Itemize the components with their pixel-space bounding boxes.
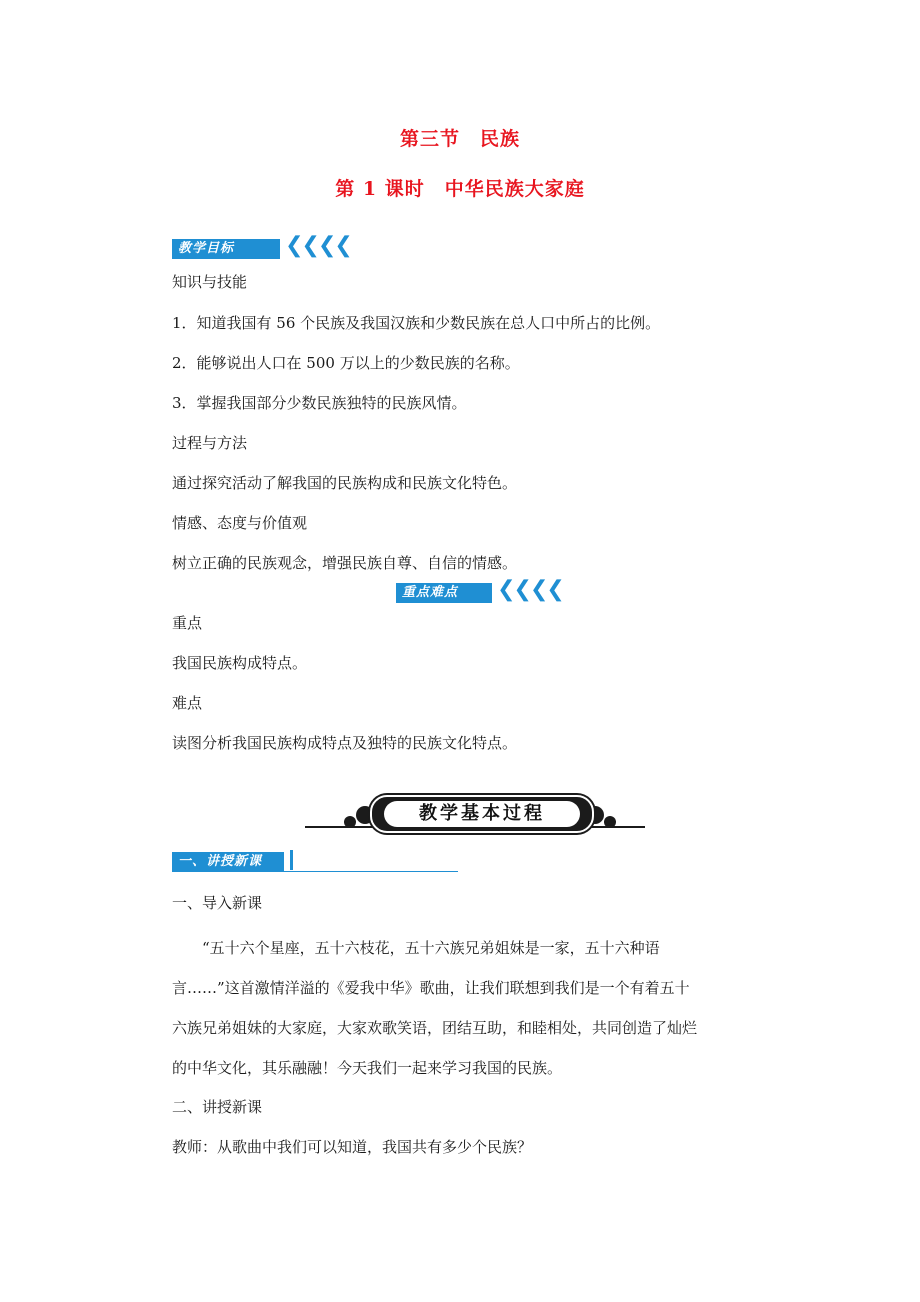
objective-heading-process: 过程与方法 (172, 434, 248, 452)
objective-item: 1．知道我国有 56 个民族及我国汉族和少数民族在总人口中所占的比例。 (172, 314, 661, 332)
difficulty-text: 读图分析我国民族构成特点及独特的民族文化特点。 (172, 734, 518, 752)
section-underline (172, 871, 458, 872)
section-badge: 一、讲授新课 (172, 852, 284, 872)
process-banner-label: 教学基本过程 (384, 801, 580, 827)
objective-text: 通过探究活动了解我国的民族构成和民族文化特色。 (172, 474, 518, 492)
chevrons-icon: ❮❮❮❮ (285, 233, 351, 258)
objective-heading-knowledge: 知识与技能 (172, 273, 248, 291)
objectives-header (172, 233, 351, 259)
key-text: 我国民族构成特点。 (172, 654, 308, 672)
difficulty-heading: 难点 (172, 694, 203, 712)
objective-item: 2．能够说出人口在 500 万以上的少数民族的名称。 (172, 354, 520, 372)
step-heading: 二、讲授新课 (172, 1098, 263, 1116)
key-heading: 重点 (172, 614, 203, 632)
objective-item: 3．掌握我国部分少数民族独特的民族风情。 (172, 394, 467, 412)
banner-dot-icon (344, 816, 356, 828)
process-banner (370, 795, 594, 833)
banner-dot-icon (604, 816, 616, 828)
intro-paragraph: “五十六个星座，五十六枝花，五十六族兄弟姐妹是一家，五十六种语言……”这首激情洋溢的《爱我中华》歌曲，让我们联想到我们是一个有着五十六族兄弟姐妹的大家庭，大家欢歌笑语，团结互助，和睦相处，共同创造了灿烂的中华文化，其乐融融！今天我们一起来学习我国的民族。 (172, 939, 698, 1077)
step-heading: 一、导入新课 (172, 894, 263, 912)
keypoints-header (396, 577, 563, 603)
section-title: 第三节 民族 (399, 128, 520, 150)
keypoints-badge: 重点难点 (396, 583, 492, 603)
chevrons-icon: ❮❮❮❮ (497, 577, 563, 602)
section-bar (290, 850, 293, 870)
objective-text: 树立正确的民族观念，增强民族自尊、自信的情感。 (172, 554, 518, 572)
lesson-title: 第 1 课时 中华民族大家庭 (335, 178, 585, 200)
teacher-line: 教师：从歌曲中我们可以知道，我国共有多少个民族？ (172, 1138, 533, 1156)
section-header (172, 850, 284, 872)
objective-heading-attitude: 情感、态度与价值观 (172, 514, 308, 532)
objectives-badge: 教学目标 (172, 239, 280, 259)
